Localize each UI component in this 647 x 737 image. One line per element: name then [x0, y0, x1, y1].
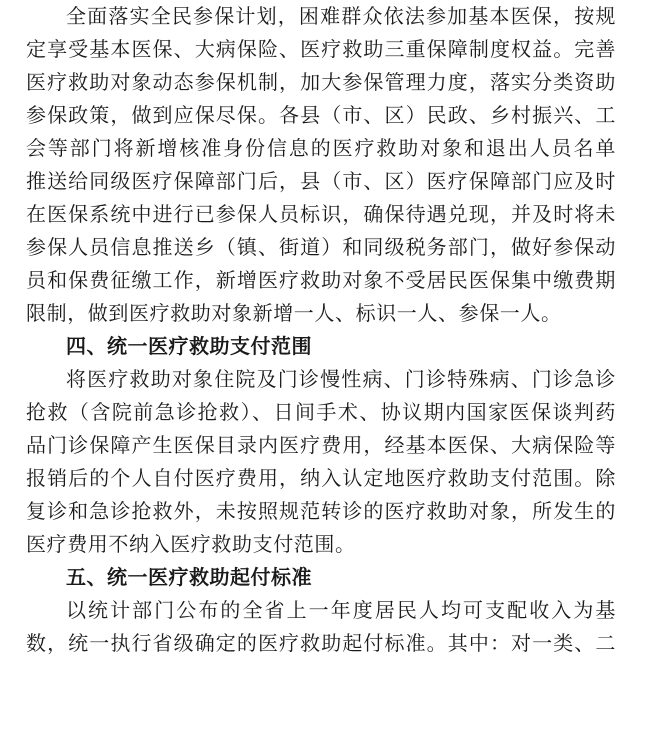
paragraph-line: 参保政策，做到应保尽保。各县（市、区）民政、乡村振兴、工 — [26, 103, 616, 127]
paragraph-line: 全面落实全民参保计划，困难群众依法参加基本医保，按规 — [66, 4, 616, 28]
paragraph-line: 参保人员信息推送乡（镇、街道）和同级税务部门，做好参保动 — [26, 235, 616, 259]
paragraph-line: 以统计部门公布的全省上一年度居民人均可支配收入为基 — [66, 598, 616, 622]
section-heading-payment-scope: 四、统一医疗救助支付范围 — [66, 334, 312, 358]
paragraph-line: 会等部门将新增核准身份信息的医疗救助对象和退出人员名单 — [26, 136, 616, 160]
paragraph-deductible-standard — [26, 594, 616, 660]
paragraph-line: 医疗费用不纳入医疗救助支付范围。 — [26, 532, 356, 556]
paragraph-insurance-enrollment — [26, 0, 616, 330]
paragraph-line: 医疗救助对象动态参保机制，加大参保管理力度，落实分类资助 — [26, 70, 616, 94]
paragraph-line: 数，统一执行省级确定的医疗救助起付标准。其中：对一类、二 — [26, 631, 616, 655]
paragraph-line: 在医保系统中进行已参保人员标识，确保待遇兑现，并及时将未 — [26, 202, 616, 226]
paragraph-line: 推送给同级医疗保障部门后，县（市、区）医疗保障部门应及时 — [26, 169, 616, 193]
paragraph-payment-scope — [26, 363, 616, 561]
paragraph-line: 限制，做到医疗救助对象新增一人、标识一人、参保一人。 — [26, 301, 562, 325]
paragraph-line: 复诊和急诊抢救外，未按照规范转诊的医疗救助对象，所发生的 — [26, 499, 616, 523]
paragraph-line: 员和保费征缴工作，新增医疗救助对象不受居民医保集中缴费期 — [26, 268, 616, 292]
paragraph-line: 报销后的个人自付医疗费用，纳入认定地医疗救助支付范围。除 — [26, 466, 616, 490]
paragraph-line: 抢救（含院前急诊抢救）、日间手术、协议期内国家医保谈判药 — [26, 400, 616, 424]
document-page — [26, 0, 616, 737]
paragraph-line: 品门诊保障产生医保目录内医疗费用，经基本医保、大病保险等 — [26, 433, 616, 457]
paragraph-line: 将医疗救助对象住院及门诊慢性病、门诊特殊病、门诊急诊 — [66, 367, 616, 391]
paragraph-line: 定享受基本医保、大病保险、医疗救助三重保障制度权益。完善 — [26, 37, 616, 61]
section-heading-deductible-standard: 五、统一医疗救助起付标准 — [66, 565, 312, 589]
